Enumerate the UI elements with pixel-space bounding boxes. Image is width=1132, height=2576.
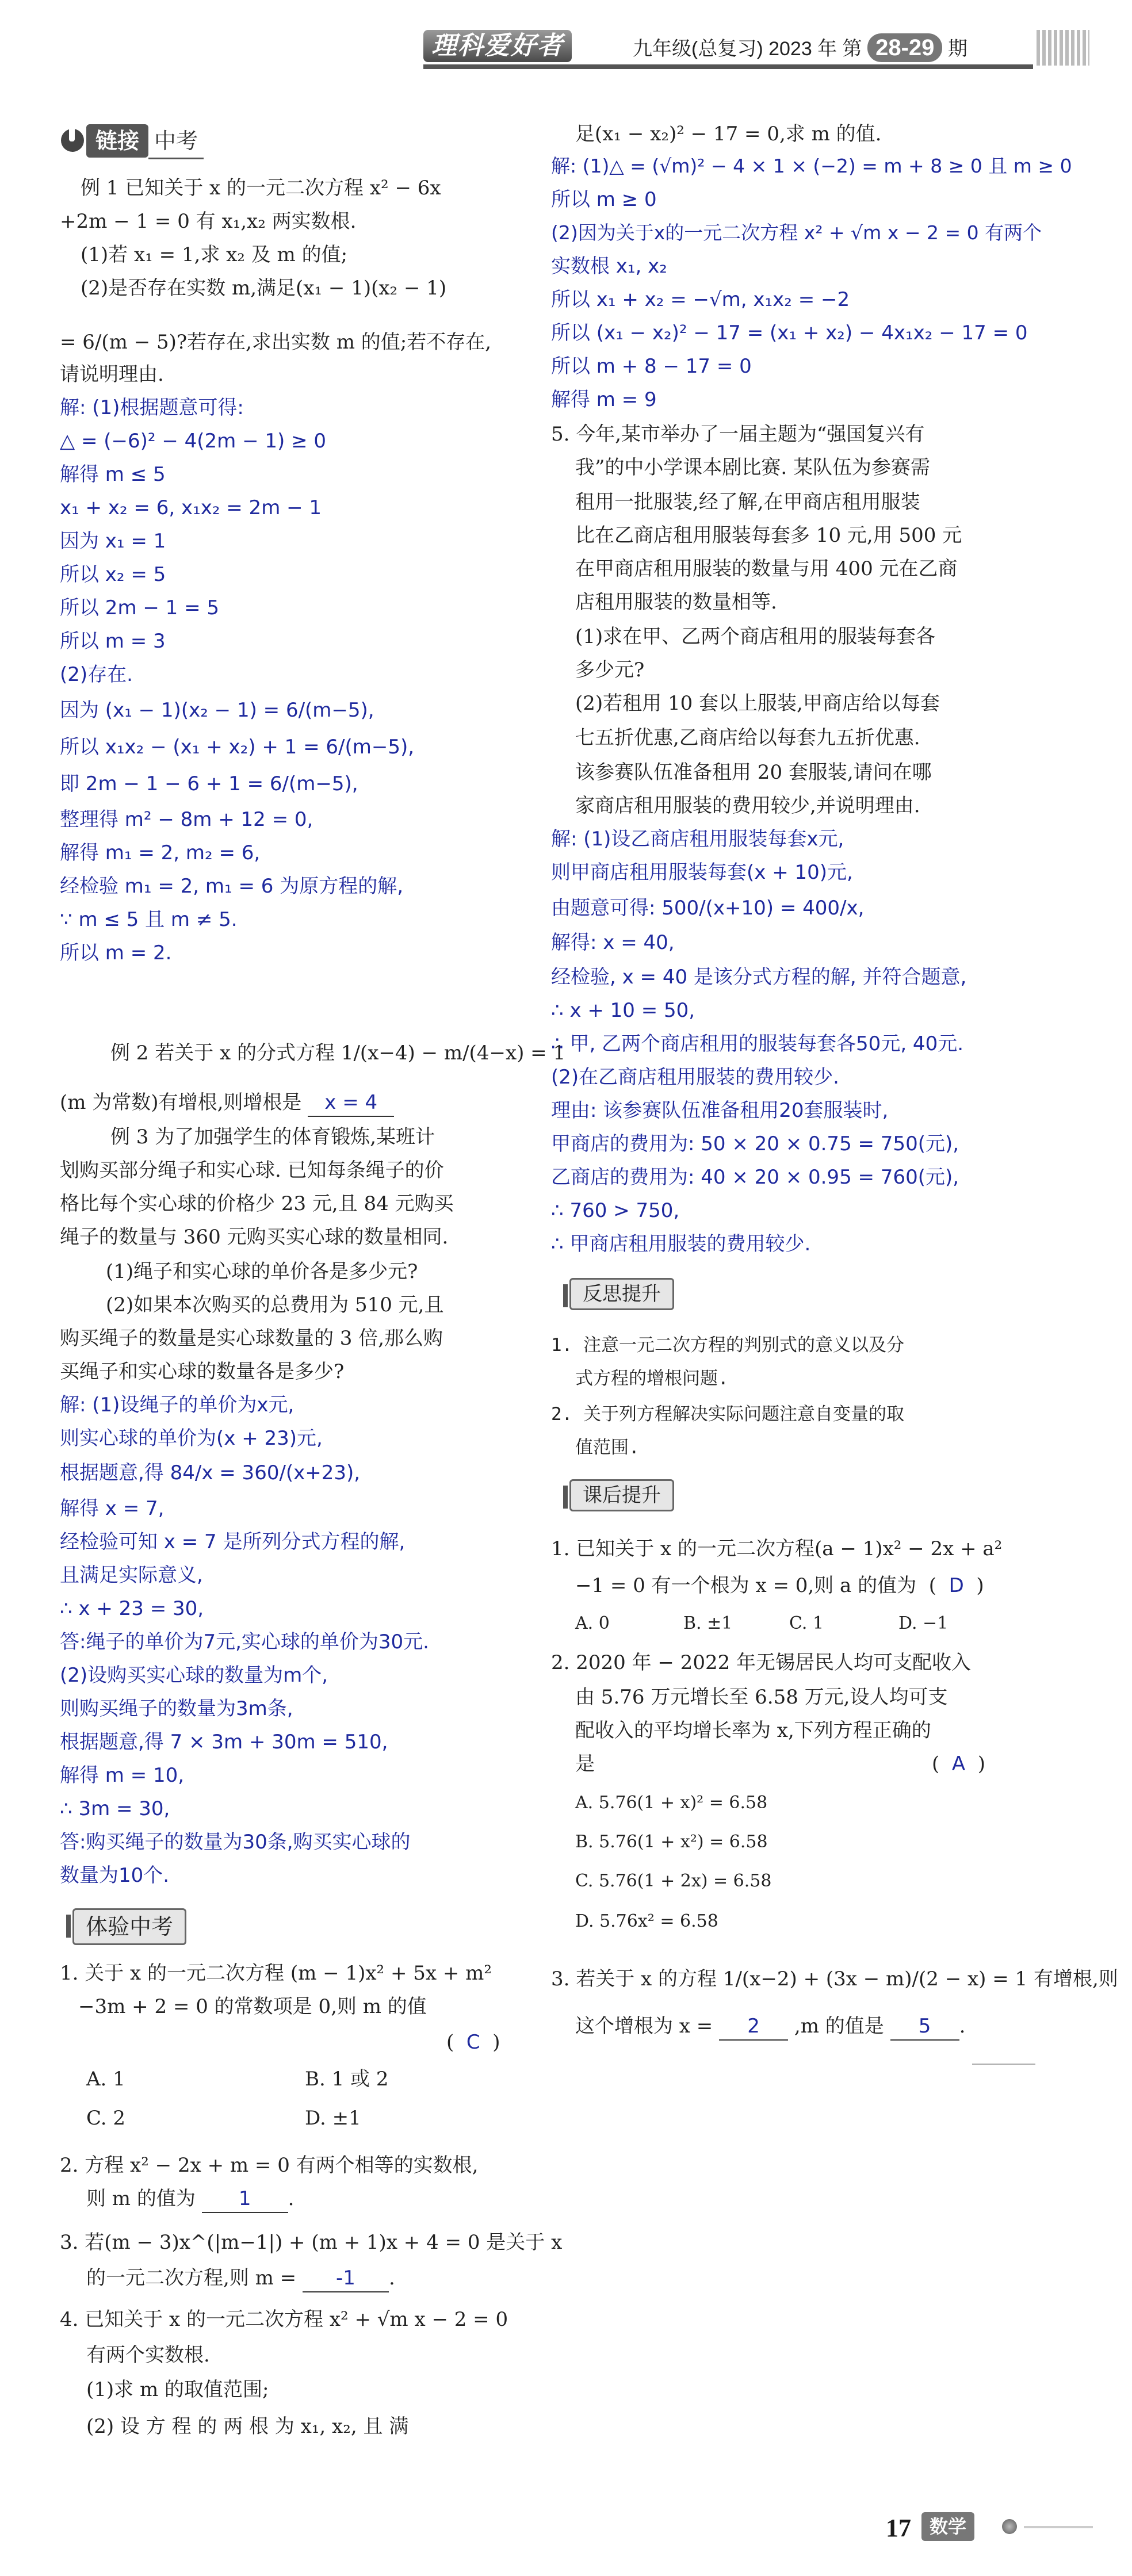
question-line: 比在乙商店租用服装每套多 10 元,用 500 元 (575, 524, 962, 547)
option: D. ±1 (305, 2107, 361, 2130)
question-line: 由 5.76 万元增长至 6.58 万元,设人均可支 (575, 1686, 948, 1709)
question-line: 该参赛队伍准备租用 20 套服装,请问在哪 (575, 761, 932, 784)
tag-link-sub: 中考 (148, 124, 204, 159)
solution-line: 所以 m = 3 (60, 630, 166, 653)
solution-line: △ = (−6)² − 4(2m − 1) ≥ 0 (60, 430, 327, 453)
question-line: 配收入的平均增长率为 x,下列方程正确的 (575, 1719, 931, 1742)
option: B. 1 或 2 (305, 2068, 389, 2091)
footer-rule (1024, 2526, 1093, 2528)
question-line: 2. 方程 x² − 2x + m = 0 有两个相等的实数根, (60, 2154, 479, 2177)
page-number: 17 (886, 2514, 911, 2542)
solution-line: 所以 m = 2. (60, 941, 172, 964)
option: B. 5.76(1 + x²) = 6.58 (575, 1832, 768, 1852)
solution-line: 则甲商店租用服装每套(x + 10)元, (551, 861, 853, 884)
question-line: 是 (575, 1752, 595, 1775)
option: C. 2 (86, 2107, 126, 2130)
section-tag-experience: 体验中考 (72, 1908, 186, 1945)
example-1-line: 例 1 已知关于 x 的一元二次方程 x² − 6x (81, 177, 441, 200)
question-4-continued: 足(x₁ − x₂)² − 17 = 0,求 m 的值. (575, 123, 882, 146)
answer-bracket: ( C ) (446, 2031, 500, 2054)
solution-line: 解: (1)设乙商店租用服装每套x元, (551, 828, 844, 851)
question-line: 有两个实数根. (86, 2344, 210, 2367)
question-line-answer: 这个增根为 x = 2 ,m 的值是 5 . (575, 2013, 965, 2041)
option: B. ±1 (683, 1613, 733, 1633)
after-question-3-answer-1: 2 (719, 2013, 788, 2041)
example-2-line: 例 2 若关于 x 的分式方程 1/(x−4) − m/(4−x) = 1 (110, 1042, 566, 1065)
answer-bracket: ( A ) (932, 1752, 986, 1775)
section-tag-reflect: 反思提升 (569, 1278, 674, 1310)
tag-link-label: 链接 (86, 124, 148, 158)
option: D. 5.76x² = 6.58 (575, 1911, 718, 1931)
solution-line: 解得: x = 40, (551, 931, 675, 954)
example-3-line: 买绳子和实心球的数量各是多少? (60, 1360, 345, 1383)
question-line: 3. 若(m − 3)x^(|m−1|) + (m + 1)x + 4 = 0 是关于 x (60, 2231, 563, 2254)
note-line: 1. 注意一元二次方程的判别式的意义以及分 (551, 1335, 904, 1356)
solution-line: ∵ m ≤ 5 且 m ≠ 5. (60, 908, 238, 931)
solution-line: 所以 x₂ = 5 (60, 563, 166, 586)
question-2-answer: 1 (202, 2185, 288, 2213)
after-question-3-answer-2: 5 (890, 2013, 959, 2041)
solution-line: 所以 2m − 1 = 5 (60, 596, 220, 619)
solution-line: 答:购买绳子的数量为30条,购买实心球的 (60, 1831, 411, 1854)
example-3-line: 例 3 为了加强学生的体育锻炼,某班计 (110, 1126, 435, 1149)
solution-line: (2)设购买实心球的数量为m个, (60, 1664, 328, 1687)
solution-line: 解: (1)根据题意可得: (60, 396, 244, 419)
solution-line: 答:绳子的单价为7元,实心球的单价为30元. (60, 1630, 429, 1653)
question-line: 4. 已知关于 x 的一元二次方程 x² + √m x − 2 = 0 (60, 2308, 508, 2331)
section-tag-after-class: 课后提升 (569, 1479, 674, 1511)
option: C. 5.76(1 + 2x) = 6.58 (575, 1871, 772, 1891)
header-stripes (1037, 30, 1089, 66)
solution-line: 根据题意,得 84/x = 360/(x+23), (60, 1461, 361, 1484)
solution-line: 解: (1)设绳子的单价为x元, (60, 1394, 295, 1417)
solution-line: x₁ + x₂ = 6, x₁x₂ = 2m − 1 (60, 496, 322, 519)
solution-line: 经检验 m₁ = 2, m₁ = 6 为原方程的解, (60, 875, 404, 898)
question-line: 我”的中小学课本剧比赛. 某队伍为参赛需 (575, 456, 930, 479)
example-1-line: = 6/(m − 5)?若存在,求出实数 m 的值;若不存在, (60, 331, 492, 354)
solution-line: 解得 m ≤ 5 (60, 463, 166, 486)
example-3-line: (2)如果本次购买的总费用为 510 元,且 (106, 1293, 444, 1316)
option: A. 0 (575, 1613, 610, 1633)
solution-line: 解得 m₁ = 2, m₂ = 6, (60, 841, 261, 864)
magazine-logo: 理科爱好者 (423, 30, 572, 62)
solution-line: (2)存在. (60, 663, 133, 686)
option: A. 5.76(1 + x)² = 6.58 (575, 1793, 768, 1813)
question-line: 1. 已知关于 x 的一元二次方程(a − 1)x² − 2x + a² (551, 1537, 1003, 1560)
pointing-hand-icon (60, 123, 85, 156)
after-question-1-answer: D (949, 1574, 964, 1597)
after-question-3-prompt: 这个增根为 x = (575, 2015, 713, 2038)
solution-line: 解得 x = 7, (60, 1497, 165, 1520)
solution-line: 实数根 x₁, x₂ (551, 255, 667, 278)
solution-line: (2)因为关于x的一元二次方程 x² + √m x − 2 = 0 有两个 (551, 221, 1042, 244)
solution-line: 即 2m − 1 − 6 + 1 = 6/(m−5), (60, 772, 358, 795)
example-3-line: 购买绳子的数量是实心球数量的 3 倍,那么购 (60, 1327, 443, 1350)
solution-line: ∴ x + 10 = 50, (551, 999, 695, 1022)
solution-line: 因为 x₁ = 1 (60, 530, 166, 553)
example-3-line: (1)绳子和实心球的单价各是多少元? (106, 1260, 418, 1283)
solution-line: ∴ 甲, 乙两个商店租用的服装每套各50元, 40元. (551, 1032, 964, 1055)
question-line: 多少元? (575, 659, 645, 682)
solution-line: 由题意可得: 500/(x+10) = 400/x, (551, 897, 865, 920)
question-line: −3m + 2 = 0 的常数项是 0,则 m 的值 (78, 1995, 427, 2018)
solution-line: 理由: 该参赛队伍准备租用20套服装时, (551, 1099, 889, 1122)
after-question-3-mid: ,m 的值是 (794, 2015, 884, 2038)
option: C. 1 (789, 1613, 824, 1633)
solution-line: (2)在乙商店租用服装的费用较少. (551, 1066, 839, 1089)
solution-line: 根据题意,得 7 × 3m + 30m = 510, (60, 1731, 388, 1754)
note-line: 式方程的增根问题. (575, 1368, 729, 1389)
question-line: 5. 今年,某市举办了一届主题为“强国复兴有 (551, 423, 925, 446)
question-line: 在甲商店租用服装的数量与用 400 元在乙商 (575, 557, 958, 580)
question-line-answer: 的一元二次方程,则 m = -1 . (86, 2265, 395, 2292)
question-line: (1)求在甲、乙两个商店租用的服装每套各 (575, 625, 936, 648)
solution-line: 所以 x₁x₂ − (x₁ + x₂) + 1 = 6/(m−5), (60, 736, 415, 759)
option: A. 1 (86, 2068, 125, 2091)
issue-suffix: 期 (947, 38, 967, 60)
question-3-prompt: 的一元二次方程,则 m = (86, 2267, 297, 2290)
solution-line: 解得 m = 9 (551, 388, 657, 411)
example-1-line: +2m − 1 = 0 有 x₁,x₂ 两实数根. (60, 210, 357, 233)
solution-line: 数量为10个. (60, 1864, 170, 1887)
solution-line: 甲商店的费用为: 50 × 20 × 0.75 = 750(元), (551, 1132, 959, 1155)
grade-label: 九年级(总复习) 2023 年 第 (633, 38, 862, 60)
example-2-prompt: (m 为常数)有增根,则增根是 (60, 1091, 302, 1114)
solution-line: 所以 (x₁ − x₂)² − 17 = (x₁ + x₂) − 4x₁x₂ − 17 = 0 (551, 321, 1028, 345)
header-rule (423, 64, 1033, 69)
question-line: (2)若租用 10 套以上服装,甲商店给以每套 (575, 692, 940, 715)
question-line: (2) 设 方 程 的 两 根 为 x₁, x₂, 且 满 (86, 2415, 409, 2438)
option: D. −1 (898, 1613, 949, 1633)
question-2-prompt: 则 m 的值为 (86, 2187, 196, 2210)
solution-line: 经检验可知 x = 7 是所列分式方程的解, (60, 1530, 406, 1553)
after-question-1-prompt: −1 = 0 有一个根为 x = 0,则 a 的值为 (575, 1574, 917, 1597)
question-line: 七五折优惠,乙商店给以每套九五折优惠. (575, 726, 920, 749)
question-line: 租用一批服装,经了解,在甲商店租用服装 (575, 491, 920, 514)
solution-line: 因为 (x₁ − 1)(x₂ − 1) = 6/(m−5), (60, 699, 374, 722)
subject-badge: 数学 (921, 2512, 974, 2541)
solution-line: 经检验, x = 40 是该分式方程的解, 并符合题意, (551, 966, 967, 989)
solution-line: 所以 x₁ + x₂ = −√m, x₁x₂ = −2 (551, 288, 850, 311)
solution-line: 所以 m ≥ 0 (551, 188, 657, 211)
after-question-2-answer: A (951, 1752, 966, 1775)
example-3-line: 绳子的数量与 360 元购买实心球的数量相同. (60, 1226, 449, 1249)
solution-line: 整理得 m² − 8m + 12 = 0, (60, 808, 313, 831)
solution-line: 则实心球的单价为(x + 23)元, (60, 1427, 323, 1450)
solution-line: 且满足实际意义, (60, 1564, 203, 1587)
solution-line: 所以 m + 8 − 17 = 0 (551, 355, 752, 378)
solution-line: 则购买绳子的数量为3m条, (60, 1697, 293, 1720)
question-1-answer: C (466, 2031, 480, 2054)
note-line: 2. 关于列方程解决实际问题注意自变量的取 (551, 1404, 904, 1425)
example-2-line-2 (60, 1089, 394, 1117)
question-line: 店租用服装的数量相等. (575, 591, 777, 614)
example-3-line: 格比每个实心球的价格少 23 元,且 84 元购买 (60, 1192, 454, 1215)
solution-line: 解得 m = 10, (60, 1764, 185, 1787)
example-3-line: 划购买部分绳子和实心球. 已知每条绳子的价 (60, 1159, 444, 1182)
solution-line: 乙商店的费用为: 40 × 20 × 0.95 = 760(元), (551, 1166, 959, 1189)
question-line: 3. 若关于 x 的方程 1/(x−2) + (3x − m)/(2 − x) = 1 有增根,则 (551, 1968, 1118, 1991)
example-2-answer: x = 4 (308, 1089, 394, 1117)
section-tag-link (86, 124, 204, 158)
solution-line: 解: (1)△ = (√m)² − 4 × 1 × (−2) = m + 8 ≥ 0 且 m ≥ 0 (551, 155, 1072, 177)
solution-line: ∴ 3m = 30, (60, 1797, 170, 1820)
example-1-line: (2)是否存在实数 m,满足(x₁ − 1)(x₂ − 1) (81, 277, 447, 300)
end-rule (972, 2064, 1035, 2065)
note-line: 值范围. (575, 1437, 640, 1458)
solution-line: ∴ 760 > 750, (551, 1199, 680, 1222)
example-1-line: 请说明理由. (60, 363, 164, 386)
question-line: 2. 2020 年 − 2022 年无锡居民人均可支配收入 (551, 1651, 972, 1674)
issue-number: 28-29 (867, 33, 942, 62)
question-line: 1. 关于 x 的一元二次方程 (m − 1)x² + 5x + m² (60, 1962, 492, 1985)
footer-dot-icon (1002, 2519, 1017, 2534)
question-line: (1)求 m 的取值范围; (86, 2378, 269, 2401)
question-line-answer: 则 m 的值为 1 . (86, 2185, 294, 2213)
question-3-answer: -1 (303, 2265, 389, 2292)
question-line-answer: −1 = 0 有一个根为 x = 0,则 a 的值为 ( D ) (575, 1574, 984, 1597)
solution-line: ∴ 甲商店租用服装的费用较少. (551, 1233, 811, 1256)
example-1-line: (1)若 x₁ = 1,求 x₂ 及 m 的值; (81, 243, 348, 266)
solution-line: ∴ x + 23 = 30, (60, 1597, 204, 1620)
issue-info (633, 33, 967, 63)
question-line: 家商店租用服装的费用较少,并说明理由. (575, 794, 920, 817)
